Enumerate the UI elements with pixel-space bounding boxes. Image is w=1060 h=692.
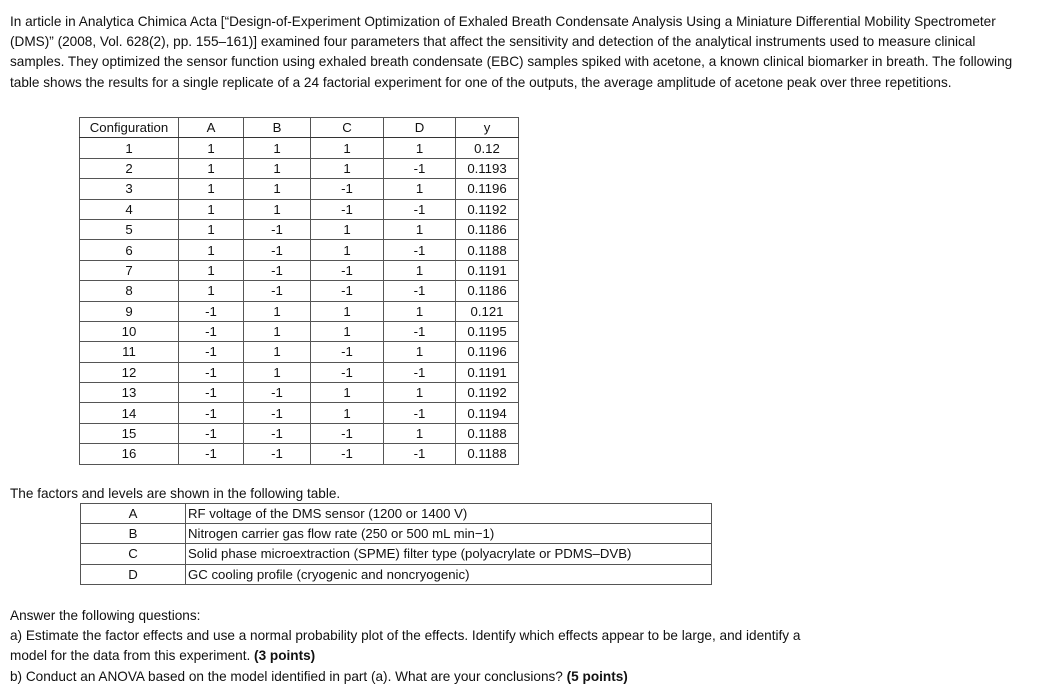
factor-description: RF voltage of the DMS sensor (1200 or 1400 V) [186,504,712,524]
cell-c: 1 [311,383,384,403]
cell-configuration: 11 [80,342,179,362]
cell-b: 1 [244,301,311,321]
cell-d: 1 [384,219,456,239]
factor-row [81,524,712,544]
question-b-points: (5 points) [566,668,628,684]
cell-y: 0.1188 [456,240,519,260]
cell-d: -1 [384,240,456,260]
cell-b: -1 [244,260,311,280]
cell-y: 0.1188 [456,423,519,443]
cell-a: -1 [179,423,244,443]
factors-levels-table [80,503,712,585]
cell-a: 1 [179,281,244,301]
cell-d: 1 [384,383,456,403]
cell-configuration: 3 [80,179,179,199]
cell-a: 1 [179,138,244,158]
question-a-line1: a) Estimate the factor effects and use a normal probability plot of the effects. Identify which effects appear to be large, and identify a [10,628,801,644]
cell-b: 1 [244,199,311,219]
cell-configuration: 1 [80,138,179,158]
factor-letter: B [81,524,186,544]
cell-configuration: 9 [80,301,179,321]
cell-b: -1 [244,423,311,443]
cell-c: 1 [311,301,384,321]
cell-y: 0.1191 [456,260,519,280]
cell-y: 0.1192 [456,383,519,403]
header-configuration: Configuration [80,118,179,138]
table-header-row [80,118,519,138]
cell-c: 1 [311,158,384,178]
cell-a: -1 [179,301,244,321]
cell-c: 1 [311,240,384,260]
cell-b: -1 [244,281,311,301]
table-row [80,219,519,239]
header-c: C [311,118,384,138]
experiment-results-table [79,117,519,465]
cell-a: 1 [179,158,244,178]
cell-b: -1 [244,403,311,423]
cell-d: 1 [384,260,456,280]
table-row [80,321,519,341]
factor-description: Solid phase microextraction (SPME) filter type (polyacrylate or PDMS–DVB) [186,544,712,564]
cell-b: 1 [244,321,311,341]
cell-b: 1 [244,342,311,362]
factor-description: Nitrogen carrier gas flow rate (250 or 500 mL min−1) [186,524,712,544]
table-row [80,403,519,423]
cell-a: 1 [179,219,244,239]
cell-c: -1 [311,281,384,301]
cell-c: -1 [311,342,384,362]
cell-configuration: 10 [80,321,179,341]
intro-paragraph [10,12,1054,93]
cell-c: -1 [311,179,384,199]
cell-configuration: 13 [80,383,179,403]
cell-d: -1 [384,321,456,341]
cell-d: -1 [384,403,456,423]
header-d: D [384,118,456,138]
cell-c: -1 [311,260,384,280]
cell-y: 0.1192 [456,199,519,219]
cell-c: 1 [311,403,384,423]
table-row [80,301,519,321]
cell-y: 0.1195 [456,321,519,341]
cell-y: 0.1196 [456,342,519,362]
cell-d: -1 [384,281,456,301]
cell-a: -1 [179,321,244,341]
header-y: y [456,118,519,138]
table-row [80,240,519,260]
cell-d: 1 [384,301,456,321]
cell-configuration: 7 [80,260,179,280]
factors-intro-text: The factors and levels are shown in the following table. [10,486,341,501]
header-a: A [179,118,244,138]
cell-b: 1 [244,158,311,178]
cell-d: 1 [384,423,456,443]
table-row [80,423,519,443]
cell-c: 1 [311,219,384,239]
factor-row [81,504,712,524]
factor-row [81,564,712,584]
table-row [80,342,519,362]
cell-configuration: 4 [80,199,179,219]
questions-heading: Answer the following questions: [10,608,201,623]
cell-b: 1 [244,138,311,158]
cell-configuration: 15 [80,423,179,443]
cell-c: -1 [311,362,384,382]
table-row [80,260,519,280]
cell-d: -1 [384,444,456,464]
factor-letter: A [81,504,186,524]
cell-configuration: 2 [80,158,179,178]
cell-configuration: 8 [80,281,179,301]
cell-a: -1 [179,383,244,403]
factor-letter: C [81,544,186,564]
cell-c: 1 [311,321,384,341]
cell-y: 0.12 [456,138,519,158]
question-a-text: model for the data from this experiment. [10,648,255,664]
cell-b: -1 [244,444,311,464]
cell-d: -1 [384,158,456,178]
cell-d: -1 [384,362,456,382]
question-a-points: (3 points) [254,648,316,664]
cell-b: -1 [244,383,311,403]
table-row [80,362,519,382]
cell-c: -1 [311,199,384,219]
table-row [80,138,519,158]
header-b: B [244,118,311,138]
cell-c: 1 [311,138,384,158]
cell-y: 0.1194 [456,403,519,423]
cell-configuration: 5 [80,219,179,239]
table-row [80,281,519,301]
cell-configuration: 14 [80,403,179,423]
table-row [80,444,519,464]
cell-y: 0.1193 [456,158,519,178]
cell-configuration: 16 [80,444,179,464]
intro-line: In article in Analytica Chimica Acta [“Design-of-Experiment Optimization of Exhaled Breath Condensate Analysis Using a Miniature Differential Mobility Spectrometer [10,14,996,29]
table-row [80,383,519,403]
cell-b: 1 [244,179,311,199]
cell-d: 1 [384,179,456,199]
intro-line: samples. They optimized the sensor function using exhaled breath condensate (EBC) samples spiked with acetone, a known clinical biomarker in breath. The following [10,54,1013,70]
cell-d: 1 [384,342,456,362]
factor-row [81,544,712,564]
table-row [80,179,519,199]
question-a-line2 [10,646,1054,666]
cell-y: 0.1186 [456,219,519,239]
intro-line: (DMS)” (2008, Vol. 628(2), pp. 155–161)] examined four parameters that affect the sensitivity and detection of the analytical instruments used to measure clinical [10,34,976,50]
cell-b: -1 [244,219,311,239]
cell-a: 1 [179,240,244,260]
cell-y: 0.121 [456,301,519,321]
table-row [80,199,519,219]
cell-y: 0.1188 [456,444,519,464]
cell-y: 0.1191 [456,362,519,382]
cell-a: 1 [179,260,244,280]
question-b [10,667,1054,687]
cell-a: -1 [179,342,244,362]
cell-configuration: 6 [80,240,179,260]
cell-configuration: 12 [80,362,179,382]
cell-a: 1 [179,199,244,219]
cell-c: -1 [311,423,384,443]
cell-c: -1 [311,444,384,464]
intro-line: table shows the results for a single replicate of a 24 factorial experiment for one of the outputs, the average amplitude of acetone peak over three repetitions. [10,74,952,90]
cell-y: 0.1186 [456,281,519,301]
cell-a: 1 [179,179,244,199]
table-row [80,158,519,178]
cell-y: 0.1196 [456,179,519,199]
cell-b: 1 [244,362,311,382]
cell-a: -1 [179,403,244,423]
factor-letter: D [81,564,186,584]
cell-d: -1 [384,199,456,219]
cell-b: -1 [244,240,311,260]
questions-block [10,606,1054,687]
factor-description: GC cooling profile (cryogenic and noncryogenic) [186,564,712,584]
cell-a: -1 [179,362,244,382]
cell-d: 1 [384,138,456,158]
question-b-text: b) Conduct an ANOVA based on the model identified in part (a). What are your conclusions? [10,668,567,684]
cell-a: -1 [179,444,244,464]
